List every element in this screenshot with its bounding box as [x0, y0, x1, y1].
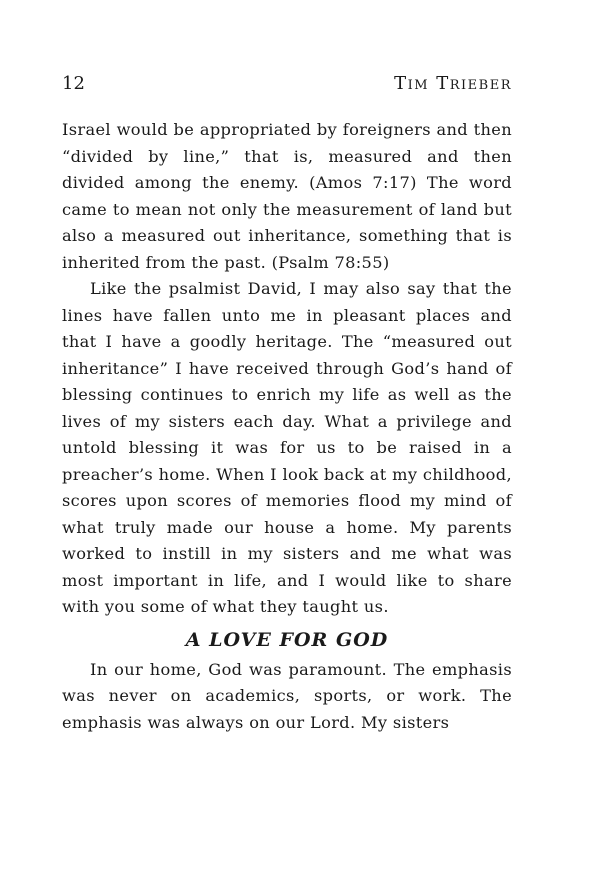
body-text — [62, 117, 512, 736]
paragraph-heritage: Like the psalmist David, I may also say that the lines have fallen unto me in pleasant places and that I have a goodly heritage. The “measured out inheritance” I have received through God’s hand of blessing continues to enrich my life as well as the lives of my sisters each day. What a privilege and untold blessing it was for us to be raised in a preacher’s home. When I look back at my childhood, scores upon scores of memories flood my mind of what truly made our house a home. My parents worked to instill in my sisters and me what was most important in life, and I would like to share with you some of what they taught us. — [62, 279, 512, 616]
section-heading: A LOVE FOR GOD — [185, 628, 389, 651]
running-head-author: Tim Trieber — [394, 73, 512, 94]
page-number: 12 — [62, 73, 85, 94]
book-page — [62, 0, 512, 870]
page-header — [62, 72, 512, 96]
paragraph-love-for-god: In our home, God was paramount. The emphasis was never on academics, sports, or work. The emphasis was always on our Lord. My sisters — [62, 659, 512, 732]
paragraph-continued: Israel would be appropriated by foreigners and then “divided by line,” that is, measured and then divided among the enemy. (Amos 7:17) The word came to mean not only the measurement of land but also a measured out inheritance, something that is inherited from the past. (Psalm 78:55) — [62, 120, 512, 272]
